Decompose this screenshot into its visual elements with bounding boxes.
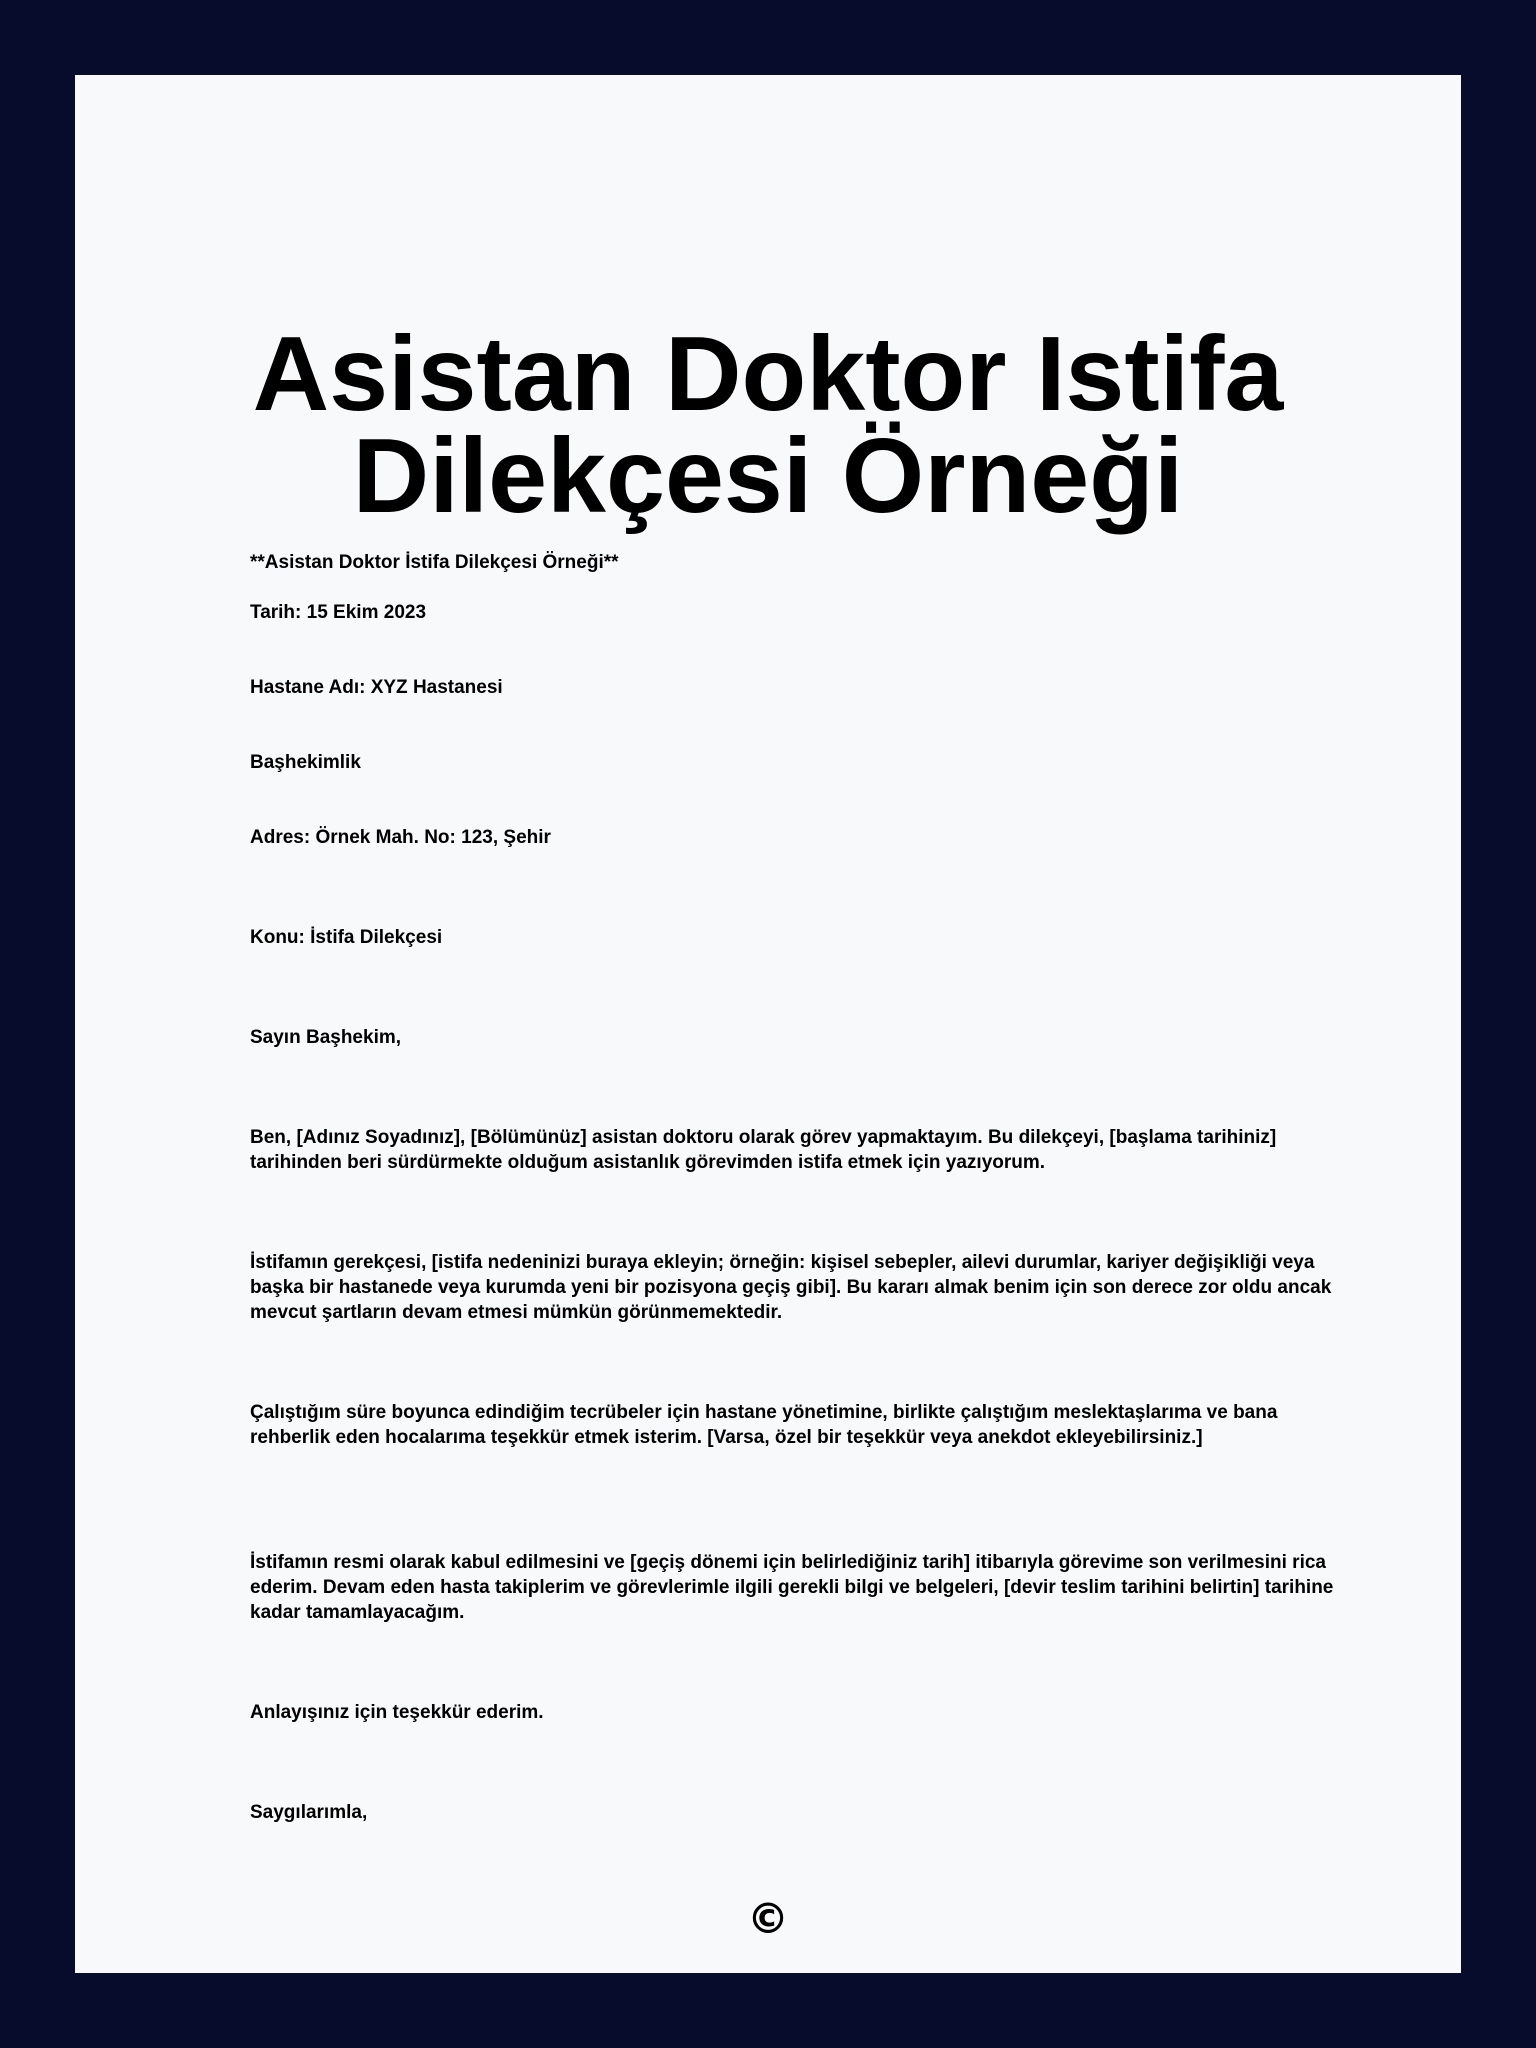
address-line: Adres: Örnek Mah. No: 123, Şehir — [250, 827, 551, 848]
date-line: Tarih: 15 Ekim 2023 — [250, 602, 427, 623]
department-line: Başhekimlik — [250, 752, 361, 773]
paragraph-request: İstifamın resmi olarak kabul edilmesini ve [geçiş dönemi için belirlediğiniz tarih] itibarıyla görevime son verilmesini rica ederim. Devam eden hasta takiplerim ve görevlerimle ilgili gerekli bilgi ve belgeleri, [devir teslim tarihini belirtin] tarihine kadar tamamlayacağım. — [250, 1552, 1334, 1623]
paragraph-intro: Ben, [Adınız Soyadınız], [Bölümünüz] asistan doktoru olarak görev yapmaktayım. Bu dilekçeyi, [başlama tarihiniz] tarihinden beri sürdürmekte olduğum asistanlık görevimden istifa etmek için yazıyorum. — [250, 1127, 1277, 1173]
page-title: Asistan Doktor Istifa Dilekçesi Örneği — [252, 315, 1284, 535]
subject-line: Konu: İstifa Dilekçesi — [250, 927, 443, 948]
hospital-line: Hastane Adı: XYZ Hastanesi — [250, 677, 503, 698]
copyright-icon: © — [747, 1894, 789, 1943]
document-page — [75, 75, 1461, 1973]
salutation: Sayın Başhekim, — [250, 1027, 402, 1048]
closing-thanks: Anlayışınız için teşekkür ederim. — [250, 1702, 544, 1723]
paragraph-reason: İstifamın gerekçesi, [istifa nedeninizi buraya ekleyin; örneğin: kişisel sebepler, ailevi durumlar, kariyer değişikliği veya başka bir hastanede veya kurumda yeni bir pozisyona geçiş gibi]. Bu kararı almak benim için son derece zor oldu ancak mevcut şartların devam etmesi mümkün görünmemektedir. — [250, 1252, 1332, 1323]
document-heading: **Asistan Doktor İstifa Dilekçesi Örneği** — [250, 552, 619, 573]
sign-off: Saygılarımla, — [250, 1802, 368, 1823]
paragraph-thanks: Çalıştığım süre boyunca edindiğim tecrübeler için hastane yönetimine, birlikte çalıştığım meslektaşlarıma ve bana rehberlik eden hocalarıma teşekkür etmek isterim. [Varsa, özel bir teşekkür veya anekdot ekleyebilirsiniz.] — [250, 1402, 1278, 1448]
